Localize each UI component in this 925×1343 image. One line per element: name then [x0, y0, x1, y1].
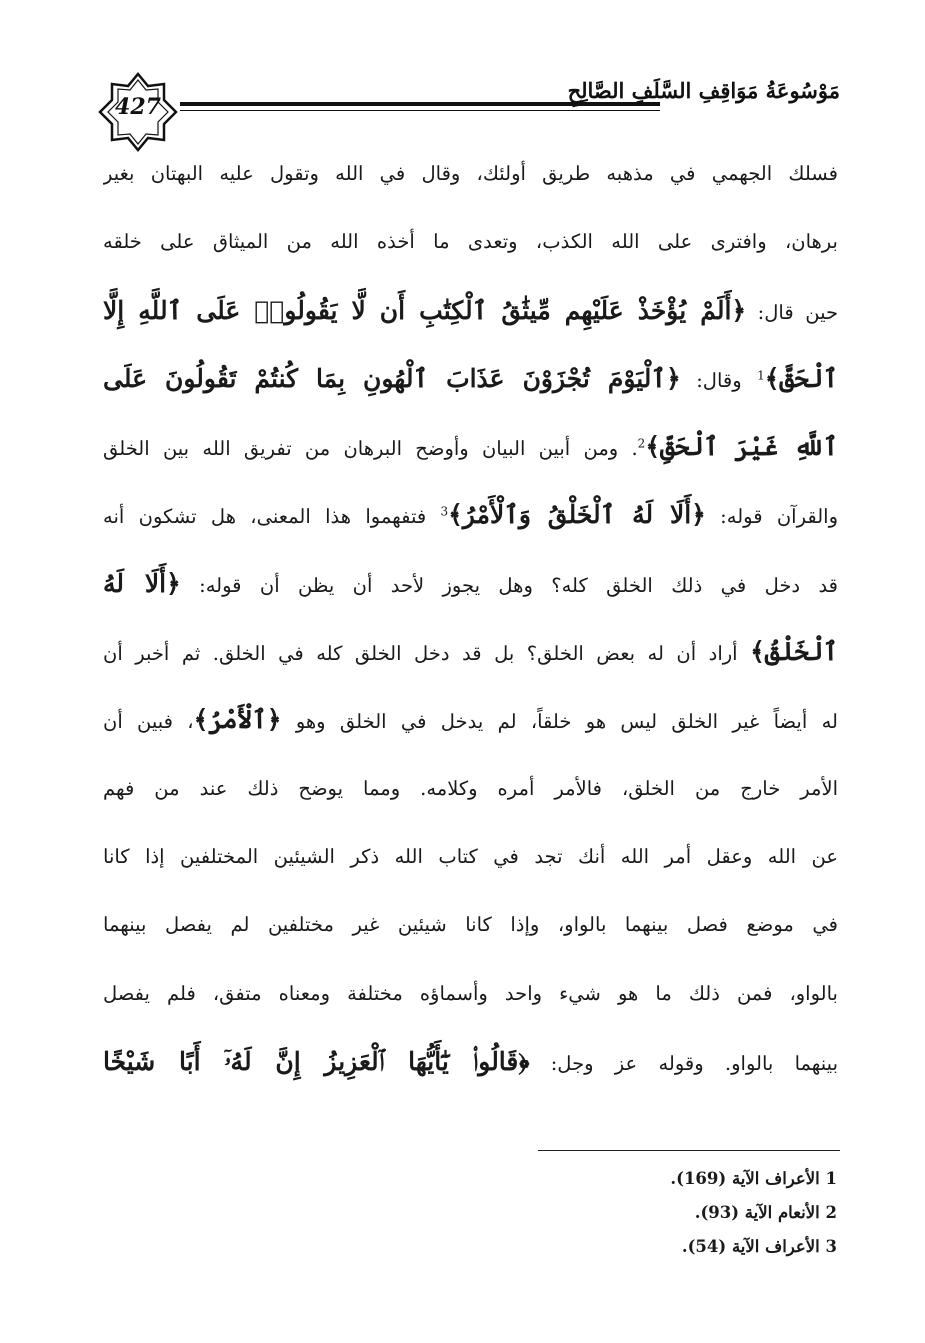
- page-header: [98, 72, 840, 152]
- text-line: [103, 423, 838, 491]
- page-number-badge: [98, 72, 178, 152]
- text-segment: والقرآن قوله:: [705, 505, 838, 529]
- text-line: [103, 628, 838, 696]
- text-segment: له أيضاً غير الخلق ليس هو خلقاً، لم يدخل في الخلق وهو: [281, 710, 838, 734]
- text-segment: برهان، وافترى على الله الكذب، وتعدى ما أخذه الله من الميثاق على خلقه: [103, 230, 838, 254]
- footnote-ref: 2: [637, 436, 646, 451]
- header-rule-thin: [180, 110, 660, 111]
- text-line: [103, 150, 838, 218]
- text-segment: فسلك الجهمي في مذهبه طريق أولئك، وقال في الله وتقول عليه البهتان بغير: [103, 162, 838, 185]
- text-segment: . ومن أبين البيان وأوضح البرهان من تفريق الله بين الخلق: [103, 437, 638, 461]
- text-line: [103, 696, 838, 764]
- quran-verse: ﴿أَلَمْ يُؤْخَذْ عَلَيْهِم مِّيثَٰقُ ٱلْكِتَٰبِ أَن لَّا يَقُولُوا۟ عَلَى ٱللَّهِ إِلَّا: [103, 295, 747, 325]
- text-segment: قد دخل في ذلك الخلق كله؟ وهل يجوز لأحد أن يظن أن قوله:: [180, 573, 838, 597]
- text-line: [103, 833, 838, 901]
- text-line: [103, 218, 838, 286]
- footnote-number: 2: [825, 1203, 837, 1222]
- text-segment: ، فبين أن: [103, 710, 194, 734]
- text-line: [103, 970, 838, 1038]
- text-segment: فتفهموا هذا المعنى، هل تشكون أنه: [103, 505, 441, 529]
- quran-verse: ﴿أَلَا لَهُ: [103, 568, 181, 598]
- text-segment: الأمر خارج من الخلق، فالأمر أمره وكلامه. ومما يوضح ذلك عند من فهم: [103, 776, 838, 800]
- quran-verse: ٱللَّهِ غَيْرَ ٱلْحَقِّ﴾: [645, 432, 838, 462]
- text-line: [103, 765, 838, 833]
- footnote-number: 3: [825, 1237, 837, 1256]
- footnote-text: الأعراف الآية (54).: [681, 1237, 820, 1256]
- text-segment: وقال:: [680, 368, 758, 392]
- text-segment: بينهما بالواو. وقوله عز وجل:: [529, 1051, 838, 1075]
- text-line: [103, 491, 838, 559]
- footnotes: [417, 1162, 837, 1264]
- footnote-number: 1: [825, 1169, 837, 1188]
- quran-verse: ٱلْحَقَّ﴾: [764, 363, 838, 393]
- text-line: [103, 355, 838, 423]
- text-line: [103, 560, 838, 628]
- text-line: [103, 1038, 838, 1106]
- footnote: [417, 1230, 837, 1264]
- text-segment: أراد أن له بعض الخلق؟ بل قد دخل الخلق كله في الخلق. ثم أخبر أن: [103, 642, 751, 666]
- text-segment: بالواو، فمن ذلك ما هو شيء واحد وأسماؤه مختلفة ومعناه متفق، فلم يفصل: [103, 981, 838, 1005]
- text-segment: في موضع فصل بينهما بالواو، وإذا كانا شيئين غير مختلفين لم يفصل بينهما: [103, 913, 838, 937]
- quran-verse: ﴿ٱلْيَوْمَ تُجْزَوْنَ عَذَابَ ٱلْهُونِ بِمَا كُنتُمْ تَقُولُونَ عَلَى: [103, 363, 681, 393]
- text-segment: عن الله وعقل أمر الله أنك تجد في كتاب الله ذكر الشيئين المختلفين إذا كانا: [103, 844, 838, 868]
- footnote-text: الأنعام الآية (93).: [694, 1203, 820, 1222]
- text-segment: حين قال:: [746, 300, 838, 324]
- footnote-separator: [538, 1150, 840, 1151]
- body-text: [103, 150, 838, 1106]
- text-line: [103, 287, 838, 355]
- footnote-ref: 1: [757, 368, 765, 383]
- page-number: 427: [115, 94, 161, 120]
- footnote: [417, 1196, 837, 1230]
- footnote: [417, 1162, 837, 1196]
- footnote-ref: 3: [440, 504, 449, 519]
- quran-verse: ٱلْخَلْقُ﴾: [750, 637, 838, 667]
- footnote-text: الأعراف الآية (169).: [670, 1169, 820, 1188]
- quran-verse: ﴿أَلَا لَهُ ٱلْخَلْقُ وَٱلْأَمْرُ﴾: [448, 500, 706, 530]
- running-title: مَوْسُوعَةُ مَوَاقِفِ السَّلَفِ الصَّالِحِ: [567, 78, 840, 103]
- quran-verse: ﴿قَالُوا۟ يَٰٓأَيُّهَا ٱلْعَزِيزُ إِنَّ لَهُۥٓ أَبًا شَيْخًا: [103, 1046, 530, 1076]
- text-line: [103, 901, 838, 969]
- quran-verse: ﴿ٱلْأَمْرُ﴾: [193, 705, 282, 735]
